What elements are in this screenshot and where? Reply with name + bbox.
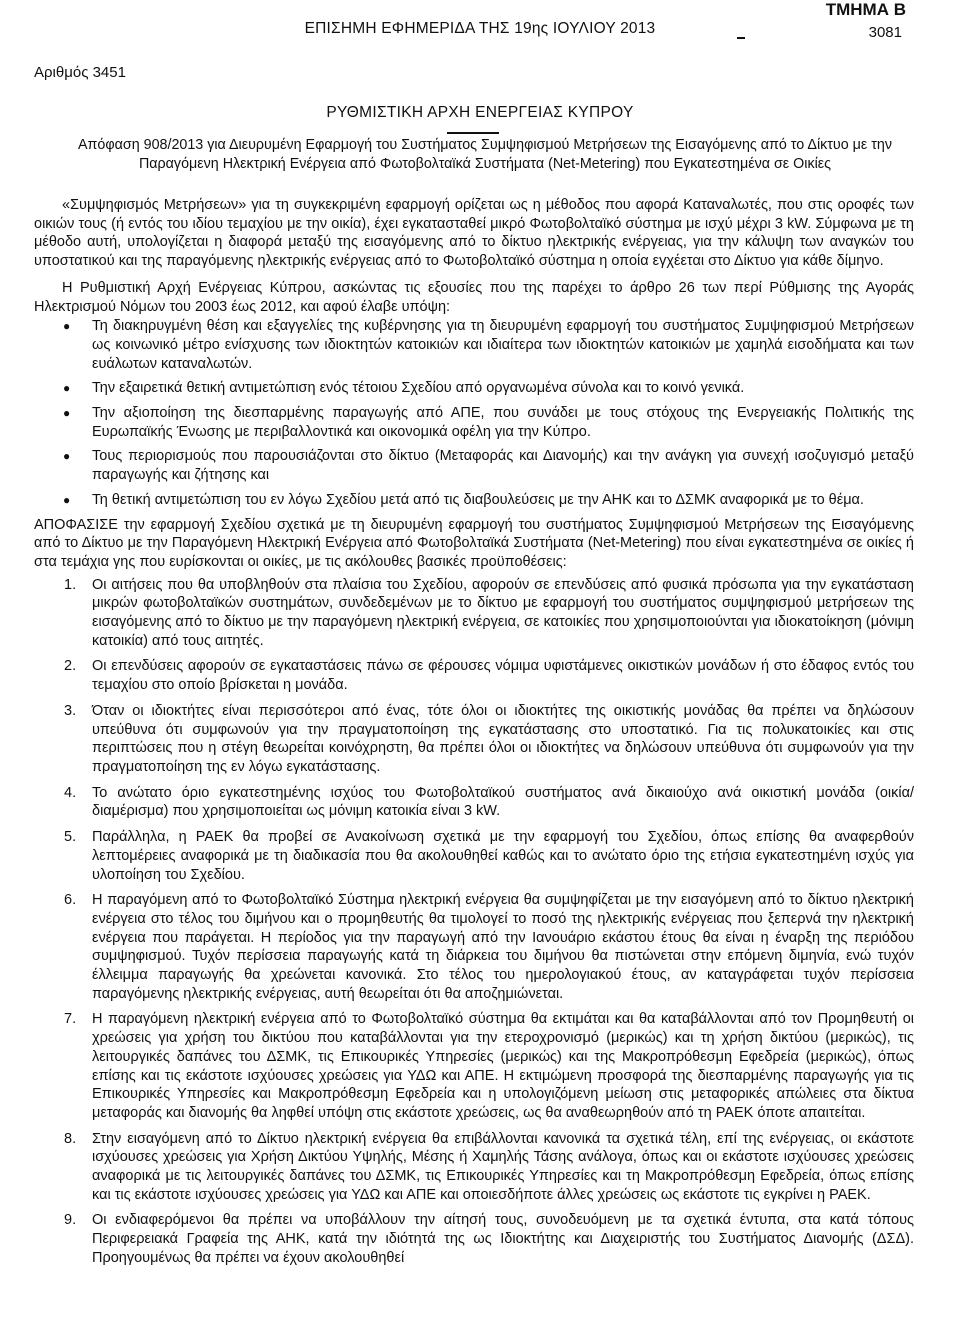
condition-text: Παράλληλα, η ΡΑΕΚ θα προβεί σε Ανακοίνωση σχετικά με την εφαρμογή του Σχεδίου, όπως επίσης θα αναφερθούν λεπτομέρειες αναφορικά με τη διαδικασία που θα ακολουθηθεί καθώς και το ανώτατο όριο της ετήσια εγκατεστημένη ισχύς για υλοποίηση του Σχεδίου.: [92, 829, 914, 883]
condition-number: 2.: [64, 658, 77, 675]
condition-item: [34, 1010, 914, 1122]
condition-item: [34, 828, 914, 884]
consideration-item: [34, 317, 914, 373]
conditions-list: [34, 576, 914, 1268]
consideration-text: Την εξαιρετικά θετική αντιμετώπιση ενός τέτοιου Σχεδίου από οργανωμένα σύνολα και το κοινό γενικά.: [92, 380, 745, 397]
consideration-text: Τη θετική αντιμετώπιση του εν λόγω Σχεδίου μετά από τις διαβουλεύσεις με την ΑΗΚ και το ΔΣΜΚ αναφορικά με το θέμα.: [92, 491, 864, 508]
item-number: Αριθμός 3451: [34, 64, 126, 81]
condition-number: 8.: [64, 1130, 77, 1147]
bullet-icon: ●: [63, 492, 71, 507]
bullet-icon: ●: [63, 381, 71, 396]
decision-title: Απόφαση 908/2013 για Διευρυμένη Εφαρμογή του Συστήματος Συμψηφισμού Μετρήσεων της Εισαγόμενης από το Δίκτυο με την Παραγόμενη Ηλεκτρική Ενέργεια από Φωτοβολταϊκά Συστήματα (Net-Metering) που Εγκατεστημένα σε Οικίες: [77, 137, 892, 172]
considerations-list: [34, 317, 914, 509]
bullet-icon: ●: [63, 319, 71, 334]
condition-item: [34, 702, 914, 777]
condition-number: 3.: [64, 702, 77, 719]
consideration-text: Τη διακηρυγμένη θέση και εξαγγελίες της κυβέρνησης για τη διευρυμένη εφαρμογή του συστήματος Συμψηφισμού Μετρήσεων ως κοινωνικό μέτρο ενίσχυσης των ιδιοκτητών κατοικιών και ιδιαίτερα των ιδιοκτητών κατοικιών με χαμηλά εισοδήματα και των ευάλωτων καταναλωτών.: [92, 318, 914, 372]
section-label: ΤΜΗΜΑ Β: [825, 0, 906, 19]
condition-text: Η παραγόμενη από το Φωτοβολταϊκό Σύστημα ηλεκτρική ενέργεια θα συμψηφίζεται με την εισαγόμενη από το δίκτυο ηλεκτρική ενέργεια στο τέλος του διμήνου και ο προμηθευτής θα τιμολογεί το ποσό της ηλεκτρικής ενέργειας που ξεπερνά την ηλεκτρική ενέργεια που παράγεται. Η περίοδος για την παραγωγή από την Ιανουάριο εκάστου έτους θα είναι η έναρξη της περιόδου συμψηφισμού. Τυχόν περίσσεια παραγωγής κατά τη διάρκεια του διμήνου θα πιστώνεται στην επόμενη διμηνία, ενώ τυχόν έλλειμμα παραγωγής θα χρεώνεται κανονικά. Στο τέλος του ημερολογιακού έτους, αν καταγράφεται τυχόν περίσσεια παραγόμενης ηλεκτρικής ενέργειας, αυτή θεωρείται ότι θα αποζημιώνεται.: [92, 892, 914, 1002]
condition-item: [34, 576, 914, 651]
bullet-icon: ●: [63, 406, 71, 421]
consideration-text: Τους περιορισμούς που παρουσιάζονται στο δίκτυο (Μεταφοράς και Διανομής) και την ανάγκη για συνεχή ισοζυγισμό μεταξύ παραγωγής και ζήτησης και: [92, 448, 914, 484]
condition-number: 7.: [64, 1011, 77, 1028]
consideration-item: [34, 491, 914, 510]
consideration-item: [34, 404, 914, 441]
consideration-item: [34, 447, 914, 484]
condition-item: [34, 1211, 914, 1267]
gazette-title: ΕΠΙΣΗΜΗ ΕΦΗΜΕΡΙΔΑ ΤΗΣ 19ης ΙΟΥΛΙΟΥ 2013: [304, 20, 656, 37]
decision-paragraph: ΑΠΟΦΑΣΙΣΕ την εφαρμογή Σχεδίου σχετικά με τη διευρυμένη εφαρμογή του συστήματος Συμψηφισμού Μετρήσεων της Εισαγόμενης από το Δίκτυο με την Παραγόμενη Ηλεκτρική Ενέργεια από Φωτοβολταϊκά Συστήματα (Net-Metering) που είναι εγκατεστημένα σε οικίες ή στα τεμάχια γης που ευρίσκονται οι οικίες, με τις ακόλουθες βασικές προϋποθέσεις:: [34, 516, 914, 570]
condition-text: Στην εισαγόμενη από το Δίκτυο ηλεκτρική ενέργεια θα επιβάλλονται κανονικά τα σχετικά τέλη, επί της ενέργειας, οι εκάστοτε ισχύουσες χρεώσεις για Χρήση Δικτύου Υψηλής, Μέσης ή Χαμηλής Τάσης ανάλογα, όπως και οι εκάστοτε ισχύουσες χρεώσεις αναφορικά με τις λειτουργικές δαπάνες του ΔΣΜΚ, τις Επικουρικές Υπηρεσίες και τη Μακροπρόθεσμη Εφεδρεία, όπως επίσης και τις εκάστοτε ισχύουσες χρεώσεις για ΥΔΩ και ΑΠΕ και οποιεσδήποτε άλλες χρεώσεις ως εκάστοτε τις εγκρίνει η ΡΑΕΚ.: [92, 1130, 914, 1203]
condition-item: [34, 657, 914, 694]
consideration-text: Την αξιοποίηση της διεσπαρμένης παραγωγής από ΑΠΕ, που συνάδει με τους στόχους της Ενεργειακής Πολιτικής της Ευρωπαϊκής Ένωσης με περιβαλλοντικά και οικονομικά οφέλη για την Κύπρο.: [92, 405, 914, 440]
consideration-item: [34, 379, 914, 398]
condition-text: Οι αιτήσεις που θα υποβληθούν στα πλαίσια του Σχεδίου, αφορούν σε επενδύσεις από φυσικά πρόσωπα για την εγκατάσταση μικρών φωτοβολταϊκών συστημάτων, συνδεδεμένων με το δίκτυο με εφαρμογή του συστήματος συμψηφισμού μετρήσεων της εισαγόμενης από το δίκτυο με την παραγόμενη ηλεκτρική ενέργεια, σε κατοικίες που χρησιμοποιούνται για ιδιοκατοίκηση (μόνιμη κατοικία) από τους αιτητές.: [92, 576, 914, 649]
condition-text: Οι επενδύσεις αφορούν σε εγκαταστάσεις πάνω σε φέρουσες νόμιμα υφιστάμενες οικιστικών μονάδων ή στο έδαφος εντός του τεμαχίου στο οποίο βρίσκεται η μονάδα.: [92, 658, 914, 694]
condition-item: [34, 891, 914, 1003]
condition-number: 4.: [64, 784, 77, 801]
condition-number: 5.: [64, 829, 77, 846]
document-body: [34, 196, 914, 1275]
condition-item: [34, 1130, 914, 1205]
condition-text: Όταν οι ιδιοκτήτες είναι περισσότεροι από ένας, τότε όλοι οι ιδιοκτήτες της οικιστικής μονάδας θα πρέπει να δηλώσουν υπεύθυνα ότι συμφωνούν για την πραγματοποίηση της εγκατάστασης στο υποστατικό. Για τις πολυκατοικίες και στις περιπτώσεις που η στέγη θεωρείται κοινόχρηστη, θα πρέπει όλοι οι ιδιοκτήτες να δηλώσουν υπεύθυνα ότι συμφωνούν για την πραγματοποίηση της εν λόγω εγκατάστασης.: [92, 702, 914, 775]
condition-text: Το ανώτατο όριο εγκατεστημένης ισχύος του Φωτοβολταϊκού συστήματος ανά δικαιούχο ανά οικιστική μονάδα (οικία/ διαμέρισμα) που χρησιμοποιείται ως μόνιμη κατοικία είναι 3 kW.: [92, 784, 914, 820]
condition-number: 1.: [64, 576, 77, 593]
condition-number: 9.: [64, 1212, 77, 1229]
title-divider: [447, 132, 499, 134]
condition-text: Οι ενδιαφερόμενοι θα πρέπει να υποβάλλουν την αίτησή τους, συνοδευόμενη με τα σχετικά έντυπα, στα κατά τόπους Περιφερειακά Γραφεία της ΑΗΚ, κατά την ιδιότητά της ως Ιδιοκτήτης και Διαχειριστής του Συστήματος Διανομής (ΔΣΔ). Προηγουμένως θα πρέπει να έχουν ακολουθηθεί: [92, 1212, 914, 1266]
definition-paragraph: «Συμψηφισμός Μετρήσεων» για τη συγκεκριμένη εφαρμογή ορίζεται ως η μέθοδος που αφορά Καταναλωτές, που στις οροφές των οικιών τους (ή εντός του ιδίου τεμαχίου με την οικία), έχει εγκατασταθεί μικρό Φωτοβολταϊκό σύστημα με ισχύ μέχρι 3 kW. Σύμφωνα με τη μέθοδο αυτή, υπολογίζεται η διαφορά μεταξύ της εισαγόμενης από το δίκτυο ηλεκτρικής ενέργειας, για την κάλυψη των αναγκών του υποστατικού και της παραγόμενης ηλεκτρικής ενέργειας από το Φωτοβολταϊκό σύστημα η οποία εγχέεται στο Δίκτυο για κάθε δίμηνο.: [34, 197, 914, 270]
condition-item: [34, 784, 914, 821]
preamble-paragraph: Η Ρυθμιστική Αρχή Ενέργειας Κύπρου, ασκώντας τις εξουσίες που της παρέχει το άρθρο 26 των περί Ρύθμισης της Αγοράς Ηλεκτρισμού Νόμων του 2003 έως 2012, και αφού έλαβε υπόψη:: [34, 279, 914, 315]
condition-text: Η παραγόμενη ηλεκτρική ενέργεια από το Φωτοβολταϊκό σύστημα θα εκτιμάται και θα καταβάλλονται από τον Προμηθευτή οι χρεώσεις για χρήση του δικτύου που καταβάλλονται για την ετεροχρονισμό (μερικώς) και τη χρήση δικτύου (μερικώς), τις λειτουργικές δαπάνες του ΔΣΜΚ, τις Επικουρικές Υπηρεσίες (μερικώς) και της Μακροπρόθεσμη Εφεδρεία (μερικώς), όπως επίσης και τις εκάστοτε ισχύουσες χρεώσεις για ΥΔΩ και ΑΠΕ. Η εκτιμώμενη προσφορά της διεσπαρμένης παραγωγής για τις Επικουρικές Υπηρεσίες και Μακροπρόθεσμη Εφεδρεία και η υπολογιζόμενη μείωση στις μεταφορικές απώλειες στα δίκτυα μεταφοράς και διανομής θα ληφθεί υπόψη στις εκάστοτε χρεώσεις, ως θα αναθεωρηθούν από τη ΡΑΕΚ όποτε απαιτείται.: [92, 1011, 914, 1121]
page-number: 3081: [868, 24, 902, 41]
bullet-icon: ●: [63, 449, 71, 464]
header-dash: [737, 37, 745, 39]
issuing-authority: ΡΥΘΜΙΣΤΙΚΗ ΑΡΧΗ ΕΝΕΡΓΕΙΑΣ ΚΥΠΡΟΥ: [326, 104, 634, 121]
condition-number: 6.: [64, 892, 77, 909]
